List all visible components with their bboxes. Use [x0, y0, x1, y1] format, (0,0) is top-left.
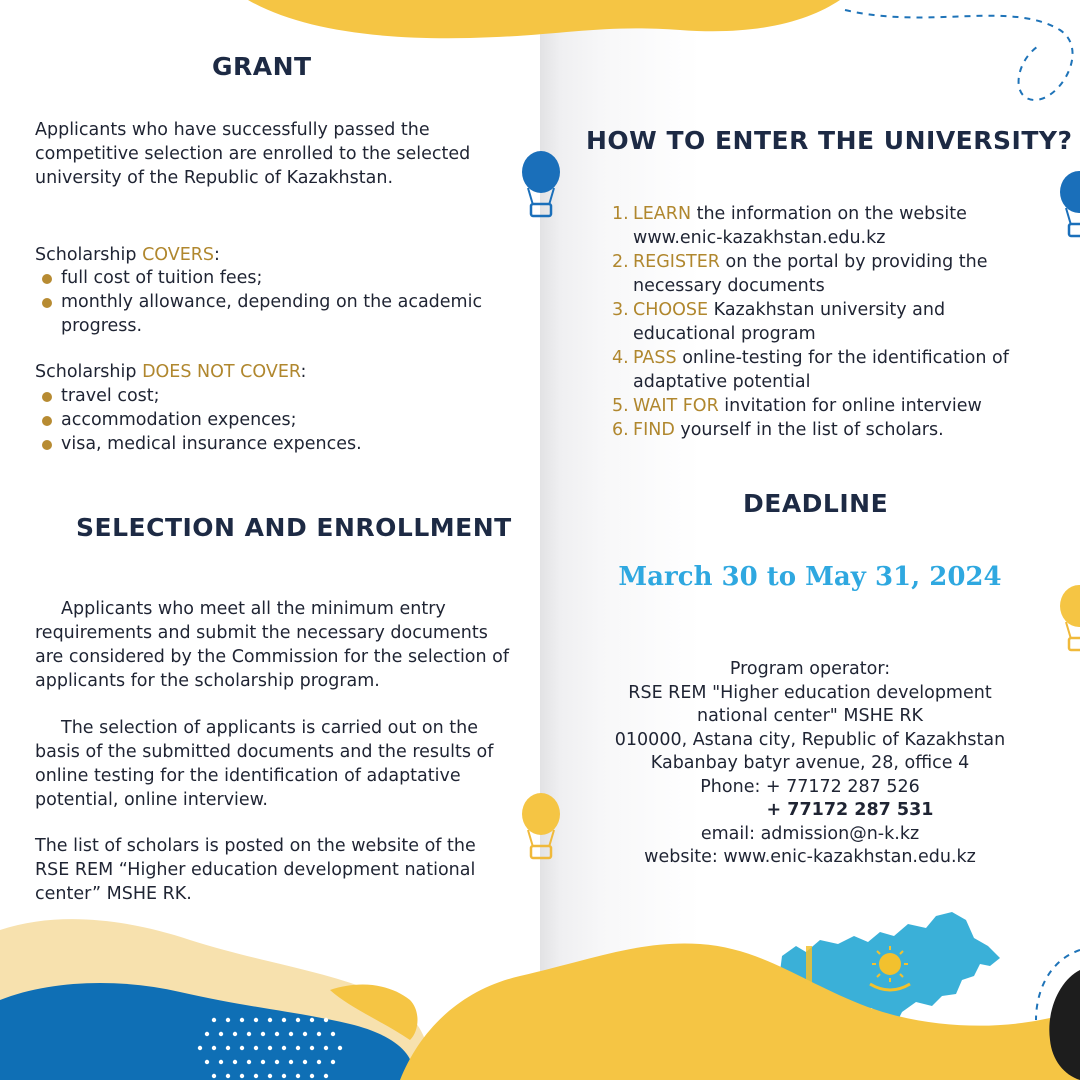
list-item-text: accommodation expences; [61, 410, 297, 430]
not-cover-suffix: : [300, 362, 307, 382]
not-cover-list [36, 384, 516, 456]
selection-text: The list of scholars is posted on the website of the RSE REM “Higher education development national center” MSHE RK. [35, 836, 476, 904]
contact-email[interactable]: email: admission@n-k.kz [700, 823, 920, 844]
selection-text: Applicants who meet all the minimum entry requirements and submit the necessary documents are considered by the Commission for the selection of applicants for the scholarship program. [35, 599, 510, 691]
selection-paragraph-2 [35, 716, 513, 812]
step-number: 2. [612, 252, 629, 272]
decorative-top-shapes [0, 0, 1080, 120]
balloon-icon [518, 792, 564, 864]
covers-keyword: COVERS [142, 245, 215, 265]
step-number: 1. [612, 204, 629, 224]
covers-heading [35, 243, 505, 267]
step-text: invitation for online interview [718, 396, 982, 416]
step-number: 5. [612, 396, 629, 416]
yellow-wave [400, 943, 1080, 1080]
selection-title: SELECTION AND ENROLLMENT [76, 513, 512, 542]
bullet-icon [42, 298, 52, 308]
contact-phone-2: + 77172 287 531 [766, 800, 934, 820]
not-cover-heading [35, 360, 505, 384]
balloon-icon [1056, 170, 1080, 242]
deadline-title: DEADLINE [743, 489, 889, 518]
step-keyword: FIND [633, 420, 675, 440]
bullet-icon [42, 392, 52, 402]
balloon-icon [518, 150, 564, 222]
step-number: 3. [612, 300, 629, 320]
list-item [612, 250, 1052, 298]
contact-phone: Phone: + 77172 287 526 [700, 776, 920, 797]
step-text: the information on the website www.enic-kazakhstan.edu.kz [633, 204, 967, 248]
contact-address: Kabanbay batyr avenue, 28, office 4 [650, 753, 970, 773]
deadline-dates: March 30 to May 31, 2024 [618, 562, 1002, 592]
step-keyword: WAIT FOR [633, 396, 719, 416]
bullet-icon [42, 274, 52, 284]
covers-prefix: Scholarship [35, 245, 143, 265]
list-item [612, 346, 1052, 394]
selection-text: The selection of applicants is carried out on the basis of the submitted documents and the results of online testing for the identification of adaptative potential, online interview. [35, 718, 494, 810]
list-item-text: full cost of tuition fees; [61, 268, 263, 288]
contact-address: 010000, Astana city, Republic of Kazakhstan [614, 729, 1006, 750]
step-text: on the portal by providing the necessary documents [633, 252, 988, 296]
list-item [36, 266, 516, 290]
list-item [36, 432, 516, 456]
list-item [36, 408, 516, 432]
decorative-bottom-waves [0, 900, 1080, 1080]
contact-label: Program operator: [729, 659, 891, 679]
list-item [612, 298, 1052, 346]
not-cover-keyword: DOES NOT COVER [142, 362, 301, 382]
balloon-icon [1056, 584, 1080, 656]
step-keyword: LEARN [633, 204, 692, 224]
list-item [612, 202, 1052, 250]
step-keyword: CHOOSE [633, 300, 709, 320]
not-cover-prefix: Scholarship [35, 362, 143, 382]
contact-org: national center" MSHE RK [696, 706, 924, 726]
grant-title: GRANT [212, 52, 312, 81]
steps-list [612, 202, 1052, 442]
step-number: 6. [612, 420, 629, 440]
step-keyword: PASS [633, 348, 677, 368]
selection-paragraph-3 [35, 834, 513, 906]
contact-website[interactable]: website: www.enic-kazakhstan.edu.kz [644, 847, 976, 867]
list-item [612, 394, 1052, 418]
bullet-icon [42, 440, 52, 450]
bullet-icon [42, 416, 52, 426]
contact-org: RSE REM "Higher education development [628, 682, 992, 703]
list-item-text: visa, medical insurance expences. [61, 434, 362, 454]
covers-suffix: : [214, 245, 220, 265]
list-item [36, 290, 516, 338]
grant-text [35, 118, 505, 190]
top-yellow-wave [248, 0, 840, 38]
step-keyword: REGISTER [633, 252, 720, 272]
how-to-title: HOW TO ENTER THE UNIVERSITY? [586, 126, 1073, 155]
contact-block [560, 658, 1060, 870]
selection-paragraph-1 [35, 597, 513, 693]
step-text: Kazakhstan university and educational program [633, 300, 946, 344]
list-item [36, 384, 516, 408]
list-item-text: travel cost; [61, 386, 160, 406]
top-dashed-curve [845, 10, 1073, 100]
step-text: yourself in the list of scholars. [674, 420, 944, 440]
list-item [612, 418, 1052, 442]
grant-paragraph: Applicants who have successfully passed the competitive selection are enrolled to the selected university of the Republic of Kazakhstan. [35, 120, 471, 188]
step-number: 4. [612, 348, 629, 368]
covers-list [36, 266, 516, 338]
step-text: online-testing for the identification of adaptative potential [633, 348, 1009, 392]
list-item-text: monthly allowance, depending on the academic progress. [61, 292, 483, 336]
